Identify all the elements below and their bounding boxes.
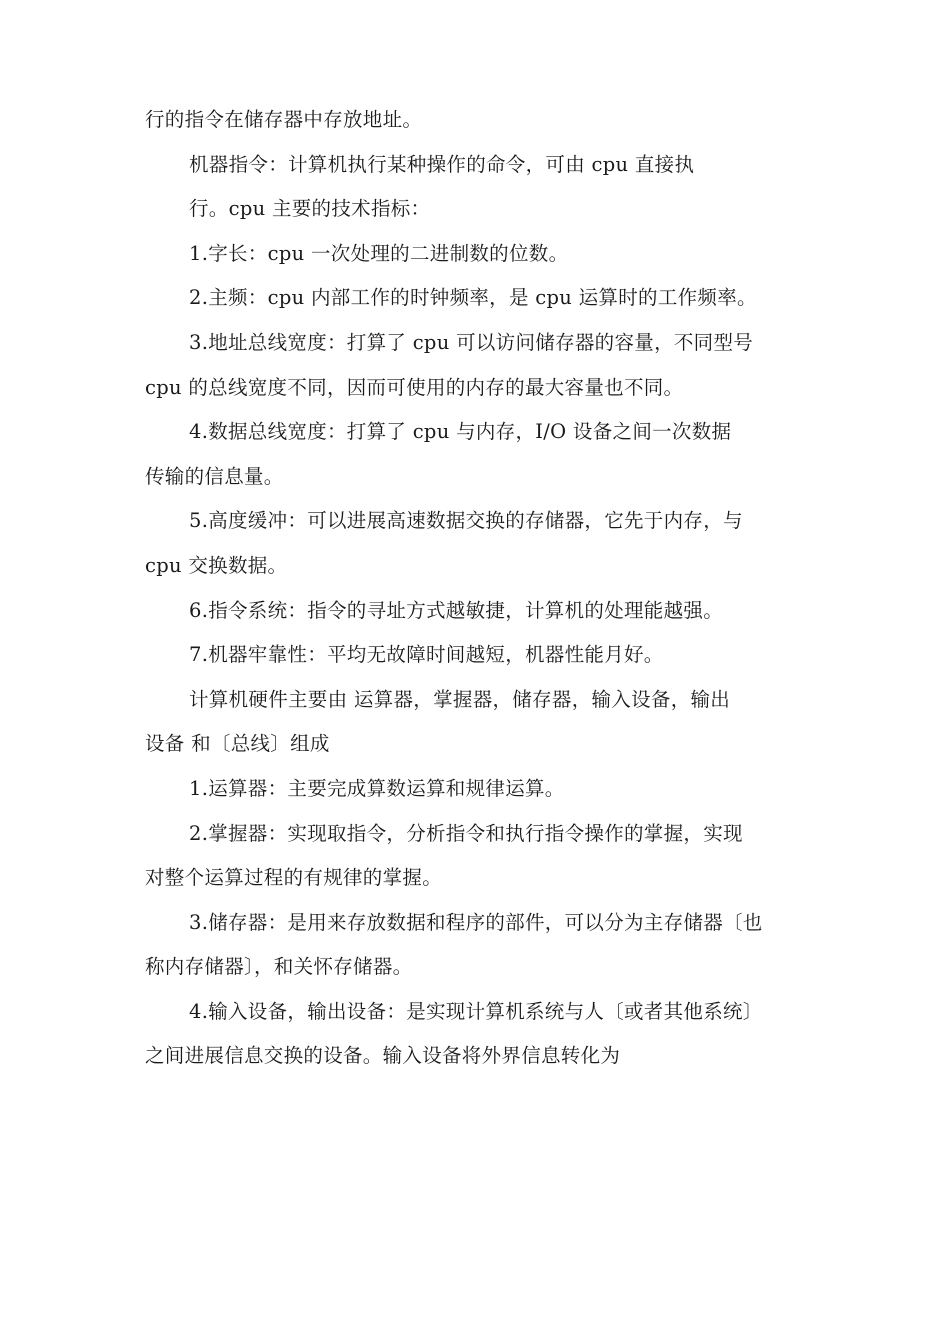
text-line: 2.掌握器：实现取指令，分析指令和执行指令操作的掌握，实现 bbox=[189, 821, 743, 845]
text-line: 4.数据总线宽度：打算了 cpu 与内存，I/O 设备之间一次数据 bbox=[189, 420, 732, 444]
text-line: 5.高度缓冲：可以进展高速数据交换的存储器，它先于内存，与 bbox=[189, 509, 743, 533]
text-line: 称内存储器〕，和关怀存储器。 bbox=[145, 955, 413, 979]
text-line: 4.输入设备，输出设备：是实现计算机系统与人〔或者其他系统〕 bbox=[189, 999, 763, 1023]
text-line: 1.字长：cpu 一次处理的二进制数的位数。 bbox=[189, 241, 569, 265]
text-line: 计算机硬件主要由 运算器，掌握器，储存器，输入设备，输出 bbox=[189, 687, 731, 711]
text-line: 1.运算器：主要完成算数运算和规律运算。 bbox=[189, 776, 565, 800]
text-line: 设备 和〔总线〕组成 bbox=[145, 732, 330, 756]
text-line: 传输的信息量。 bbox=[145, 464, 284, 488]
text-line: cpu 交换数据。 bbox=[145, 553, 288, 577]
text-line: 3.储存器：是用来存放数据和程序的部件，可以分为主存储器〔也 bbox=[189, 910, 763, 934]
text-line: 之间进展信息交换的设备。输入设备将外界信息转化为 bbox=[145, 1044, 621, 1068]
text-line: 6.指令系统：指令的寻址方式越敏捷，计算机的处理能越强。 bbox=[189, 598, 724, 622]
text-line: 3.地址总线宽度：打算了 cpu 可以访问储存器的容量，不同型号 bbox=[189, 330, 754, 354]
document-body bbox=[145, 98, 825, 1079]
text-line: 7.机器牢靠性：平均无故障时间越短，机器性能月好。 bbox=[189, 643, 664, 667]
text-line: 行。cpu 主要的技术指标： bbox=[189, 197, 431, 221]
text-line: 机器指令：计算机执行某种操作的命令，可由 cpu 直接执 bbox=[189, 152, 695, 176]
text-line: 2.主频：cpu 内部工作的时钟频率，是 cpu 运算时的工作频率。 bbox=[189, 286, 757, 310]
text-line: 行的指令在储存器中存放地址。 bbox=[145, 108, 423, 131]
text-line: 对整个运算过程的有规律的掌握。 bbox=[145, 866, 443, 890]
text-line: cpu 的总线宽度不同，因而可使用的内存的最大容量也不同。 bbox=[145, 375, 684, 399]
